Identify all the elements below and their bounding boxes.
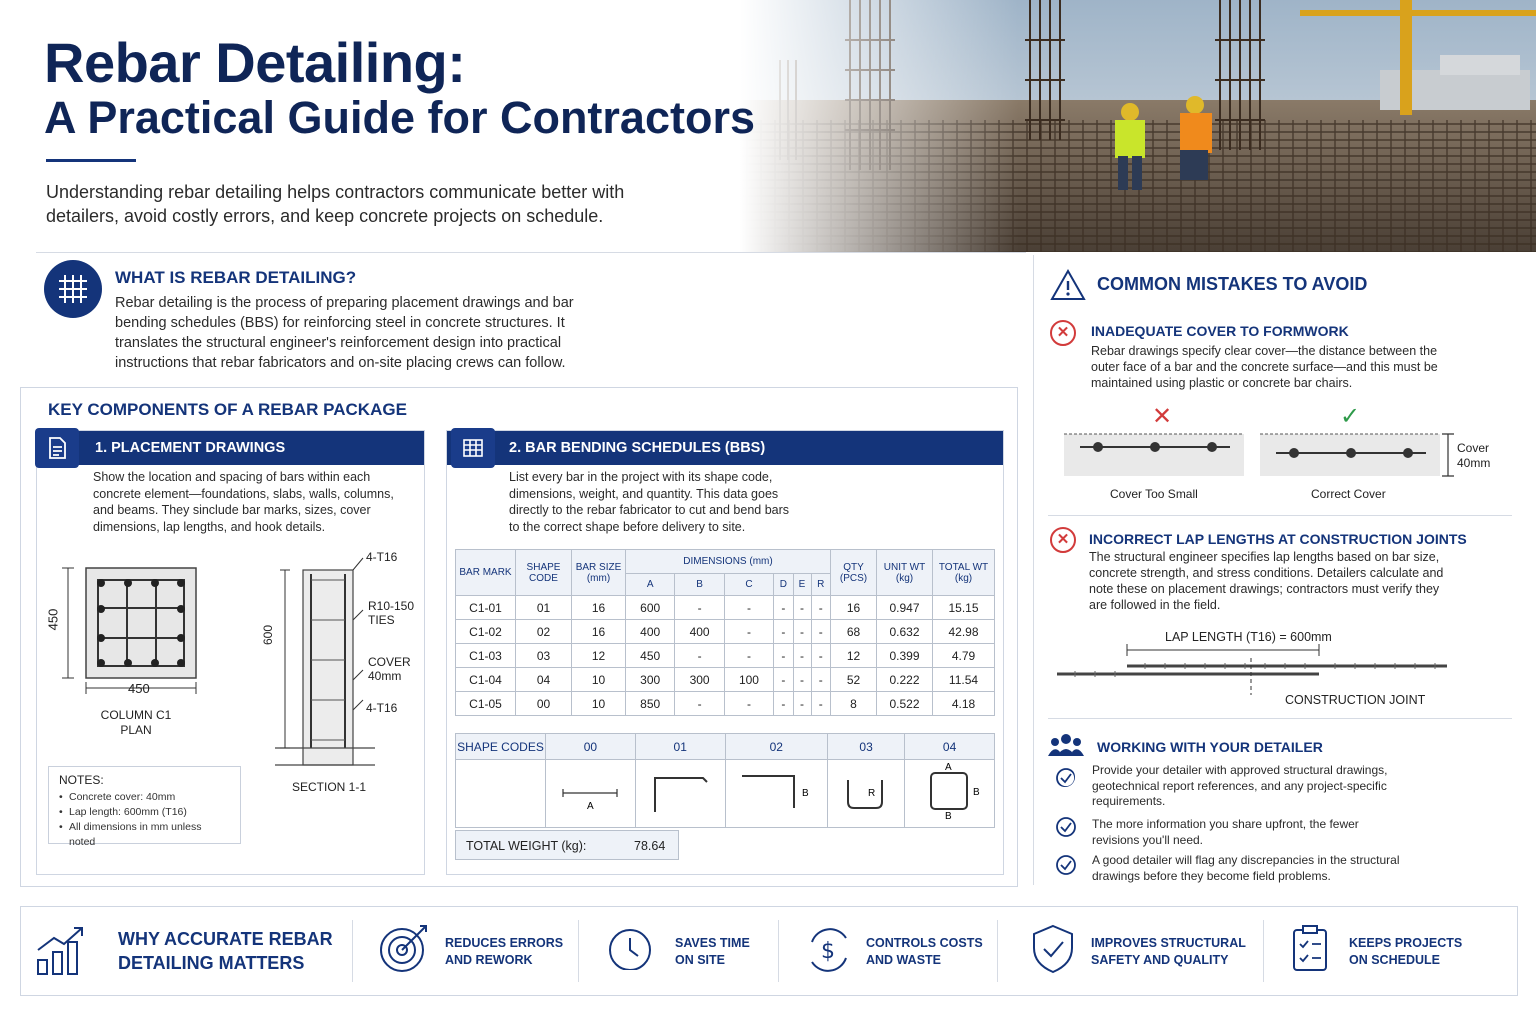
chart-up-icon (36, 922, 88, 978)
table-cell: - (675, 692, 724, 716)
table-cell: 850 (626, 692, 675, 716)
checklist-icon (1290, 922, 1332, 974)
table-cell: - (724, 620, 773, 644)
page-title: Rebar Detailing: (44, 31, 466, 94)
note-item: • Lap length: 600mm (T16) (59, 805, 230, 820)
table-row (456, 668, 995, 692)
divider (1033, 255, 1034, 885)
table-cell: 400 (626, 620, 675, 644)
total-weight-box (455, 830, 679, 860)
table-cell: - (811, 596, 830, 620)
section-title-mistakes: COMMON MISTAKES TO AVOID (1097, 274, 1368, 294)
warning-icon (1050, 268, 1086, 302)
table-cell: 0.947 (877, 596, 933, 620)
clock-icon (606, 922, 654, 970)
table-cell: 12 (831, 644, 877, 668)
shape-codes-label: SHAPE CODES (456, 734, 546, 760)
mistake-lap-title: INCORRECT LAP LENGTHS AT CONSTRUCTION JOINTS (1089, 531, 1467, 547)
divider (778, 920, 779, 982)
table-cell: - (774, 692, 793, 716)
lap-length-diagram (1055, 640, 1455, 695)
th-bar-size: BAR SIZE (mm) (572, 550, 626, 596)
divider (997, 920, 998, 982)
table-cell: 0.399 (877, 644, 933, 668)
table-cell: - (811, 620, 830, 644)
th-total-wt: TOTAL WT (kg) (933, 550, 995, 596)
table-cell: - (793, 668, 811, 692)
shape-code-header: 04 (905, 734, 995, 760)
table-cell: 01 (516, 596, 572, 620)
shield-check-icon (1030, 922, 1076, 974)
table-cell: 0.222 (877, 668, 933, 692)
mistake-cover-text: Rebar drawings specify clear cover—the distance between the outer face of a bar and the concrete surface—and this must be maintained using plastic or concrete bar chairs. (1091, 344, 1438, 390)
detailer-tip: The more information you share upfront, the fewer revisions you'll need. (1092, 817, 1359, 847)
table-cell: 04 (516, 668, 572, 692)
section-cover-line2: 40mm (368, 669, 402, 683)
table-cell: - (793, 692, 811, 716)
cover-dim-line2: 40mm (1457, 456, 1491, 470)
check-circle-icon (1055, 767, 1075, 787)
svg-text:✓: ✓ (1340, 402, 1361, 430)
check-circle-icon (1055, 816, 1077, 838)
svg-text:A: A (944, 762, 952, 773)
table-cell: C1-02 (456, 620, 516, 644)
detailer-tip: Provide your detailer with approved structural drawings, geotechnical report references, and any project-specific requirements. (1092, 763, 1388, 808)
shape-codes-table (455, 733, 995, 828)
plan-dim-side: 450 (45, 608, 61, 631)
table-cell: - (774, 668, 793, 692)
lap-dim-label: LAP LENGTH (T16) = 600mm (1165, 630, 1332, 644)
section-top-bars: 4-T16 (366, 550, 398, 564)
th-bar-mark: BAR MARK (456, 550, 516, 596)
note-item: • All dimensions in mm unless noted (59, 820, 230, 850)
table-cell: - (774, 596, 793, 620)
table-cell: 11.54 (933, 668, 995, 692)
check-circle-icon (1055, 854, 1077, 876)
section-cover-line1: COVER (368, 655, 411, 669)
table-cell: 16 (572, 620, 626, 644)
shape-code-header: 02 (725, 734, 827, 760)
what-is-text: Rebar detailing is the process of preparing placement drawings and bar bending schedules (BBS) for reinforcing steel in concrete structures. It translates the structural engineer's reinforcement design into practical instructions that rebar fabricators and on-site placing crews can follow. (115, 295, 574, 371)
table-cell: 0.522 (877, 692, 933, 716)
divider (1263, 920, 1264, 982)
card-header: 1. PLACEMENT DRAWINGS (37, 431, 424, 465)
total-weight-value: 78.64 (634, 839, 666, 853)
drawing-notes (48, 766, 241, 848)
benefit-improves-safety: IMPROVES STRUCTURAL SAFETY AND QUALITY (1091, 936, 1246, 967)
section-title-detailer: WORKING WITH YOUR DETAILER (1097, 739, 1323, 755)
table-cell: - (724, 692, 773, 716)
column-plan-drawing (48, 560, 238, 700)
shape-cell-empty (456, 760, 546, 828)
plan-dim-bottom: 450 (128, 681, 150, 696)
table-cell: 300 (675, 668, 724, 692)
divider (1048, 515, 1512, 516)
divider (36, 252, 1026, 253)
title-underline (46, 159, 136, 162)
total-weight-label: TOTAL WEIGHT (kg): (466, 839, 587, 853)
table-cell: 400 (675, 620, 724, 644)
table-row (456, 620, 995, 644)
table-cell: C1-05 (456, 692, 516, 716)
cover-bad-label: Cover Too Small (1110, 487, 1198, 501)
mistake-cover-title: INADEQUATE COVER TO FORMWORK (1091, 323, 1349, 339)
th-dim-c: C (724, 574, 773, 596)
table-row (456, 596, 995, 620)
th-dim-b: B (675, 574, 724, 596)
svg-text:$: $ (821, 939, 835, 964)
x-circle-icon: ✕ (1050, 527, 1076, 553)
table-cell: - (675, 644, 724, 668)
bbs-text: List every bar in the project with its shape code, dimensions, weight, and quantity. This data goes directly to the rebar fabricator to cut and bend bars to the correct shape before delivery to site. (509, 470, 790, 534)
table-cell: C1-04 (456, 668, 516, 692)
table-cell: 300 (626, 668, 675, 692)
benefit-controls-costs: CONTROLS COSTS AND WASTE (866, 936, 983, 967)
th-qty: QTY (PCS) (831, 550, 877, 596)
table-cell: 68 (831, 620, 877, 644)
divider (578, 920, 579, 982)
table-cell: 15.15 (933, 596, 995, 620)
plan-label-line1: COLUMN C1 (100, 708, 172, 722)
th-dim-d: D (774, 574, 793, 596)
table-icon (451, 428, 495, 468)
table-cell: - (793, 596, 811, 620)
lap-joint-label: CONSTRUCTION JOINT (1285, 693, 1426, 707)
why-title: WHY ACCURATE REBAR DETAILING MATTERS (118, 929, 333, 973)
section-title-key-components: KEY COMPONENTS OF A REBAR PACKAGE (48, 400, 407, 419)
target-icon (378, 922, 432, 976)
table-cell: 42.98 (933, 620, 995, 644)
note-item: • Concrete cover: 40mm (59, 790, 230, 805)
table-cell: - (793, 620, 811, 644)
section-title-what-is: WHAT IS REBAR DETAILING? (115, 268, 357, 287)
shape-code-header: 01 (635, 734, 725, 760)
section-ties-line1: R10-150 (368, 599, 415, 613)
table-cell: - (774, 620, 793, 644)
shape-01-diagram (635, 760, 725, 828)
table-cell: - (811, 644, 830, 668)
table-cell: 0.632 (877, 620, 933, 644)
table-cell: 02 (516, 620, 572, 644)
svg-text:A: A (587, 801, 595, 811)
benefit-reduces-errors: REDUCES ERRORS AND REWORK (445, 936, 564, 967)
th-unit-wt: UNIT WT (kg) (877, 550, 933, 596)
table-cell: - (724, 644, 773, 668)
cover-dim-line1: Cover (1457, 441, 1490, 455)
hero-construction-photo (740, 0, 1536, 252)
section-dim-height: 600 (261, 624, 276, 646)
table-cell: 12 (572, 644, 626, 668)
shape-03-diagram (828, 760, 905, 828)
benefit-saves-time: SAVES TIME ON SITE (675, 936, 750, 967)
table-cell: - (675, 596, 724, 620)
table-cell: 450 (626, 644, 675, 668)
th-dim-e: E (793, 574, 811, 596)
th-shape-code: SHAPE CODE (516, 550, 572, 596)
shape-02-diagram (725, 760, 827, 828)
svg-text:R: R (868, 788, 876, 799)
svg-text:B: B (802, 788, 809, 799)
table-cell: 10 (572, 668, 626, 692)
table-cell: - (793, 644, 811, 668)
card-header: 2. BAR BENDING SCHEDULES (BBS) (447, 431, 1003, 465)
th-dim-a: A (626, 574, 675, 596)
plan-label-line2: PLAN (120, 723, 152, 737)
table-cell: - (811, 692, 830, 716)
cover-comparison-diagram (1060, 400, 1500, 485)
table-cell: 52 (831, 668, 877, 692)
shape-04-diagram (905, 760, 995, 828)
benefit-keeps-schedule: KEEPS PROJECTS ON SCHEDULE (1349, 936, 1463, 967)
table-cell: 16 (572, 596, 626, 620)
table-row (456, 644, 995, 668)
intro-text: Understanding rebar detailing helps contractors communicate better with detailers, avoid costly errors, and keep concrete projects on schedule. (46, 182, 625, 226)
table-cell: C1-03 (456, 644, 516, 668)
users-icon (1048, 732, 1084, 758)
svg-text:B: B (944, 811, 952, 821)
placement-text: Show the location and spacing of bars within each concrete element—foundations, slabs, walls, columns, and beams. They sinclude bar marks, sizes, cover dimensions, lap lengths, and hook details. (93, 470, 394, 534)
table-cell: - (811, 668, 830, 692)
page-subtitle: A Practical Guide for Contractors (44, 92, 755, 143)
shape-00-diagram (546, 760, 636, 828)
table-cell: 03 (516, 644, 572, 668)
section-label: SECTION 1-1 (292, 780, 367, 794)
notes-title: NOTES: (59, 773, 104, 787)
svg-text:✕: ✕ (1152, 402, 1173, 430)
table-row (456, 692, 995, 716)
table-cell: 00 (516, 692, 572, 716)
document-icon (35, 428, 79, 468)
svg-text:B: B (972, 787, 980, 798)
table-cell: 100 (724, 668, 773, 692)
bbs-table (455, 549, 995, 716)
table-cell: 4.18 (933, 692, 995, 716)
table-cell: 600 (626, 596, 675, 620)
cover-good-label: Correct Cover (1311, 487, 1386, 501)
section-ties-line2: TIES (368, 613, 395, 627)
shape-code-header: 03 (828, 734, 905, 760)
x-circle-icon: ✕ (1050, 320, 1076, 346)
th-dimensions: DIMENSIONS (mm) (626, 550, 831, 574)
dollar-cycle-icon (804, 922, 854, 972)
grid-icon (44, 260, 102, 318)
divider (352, 920, 353, 982)
section-bottom-bars: 4-T16 (366, 701, 398, 715)
table-cell: C1-01 (456, 596, 516, 620)
table-cell: 8 (831, 692, 877, 716)
table-cell: - (724, 596, 773, 620)
table-cell: - (774, 644, 793, 668)
shape-code-header: 00 (546, 734, 636, 760)
table-cell: 4.79 (933, 644, 995, 668)
table-cell: 16 (831, 596, 877, 620)
divider (1048, 718, 1512, 719)
mistake-lap-text: The structural engineer specifies lap lengths based on bar size, concrete strength, and stress conditions. Detailers calculate and note these on placement drawings; contractors must verify they are followed in the field. (1089, 550, 1444, 612)
detailer-tip: A good detailer will flag any discrepancies in the structural drawings before they become field problems. (1092, 853, 1400, 883)
th-dim-r: R (811, 574, 830, 596)
table-cell: 10 (572, 692, 626, 716)
